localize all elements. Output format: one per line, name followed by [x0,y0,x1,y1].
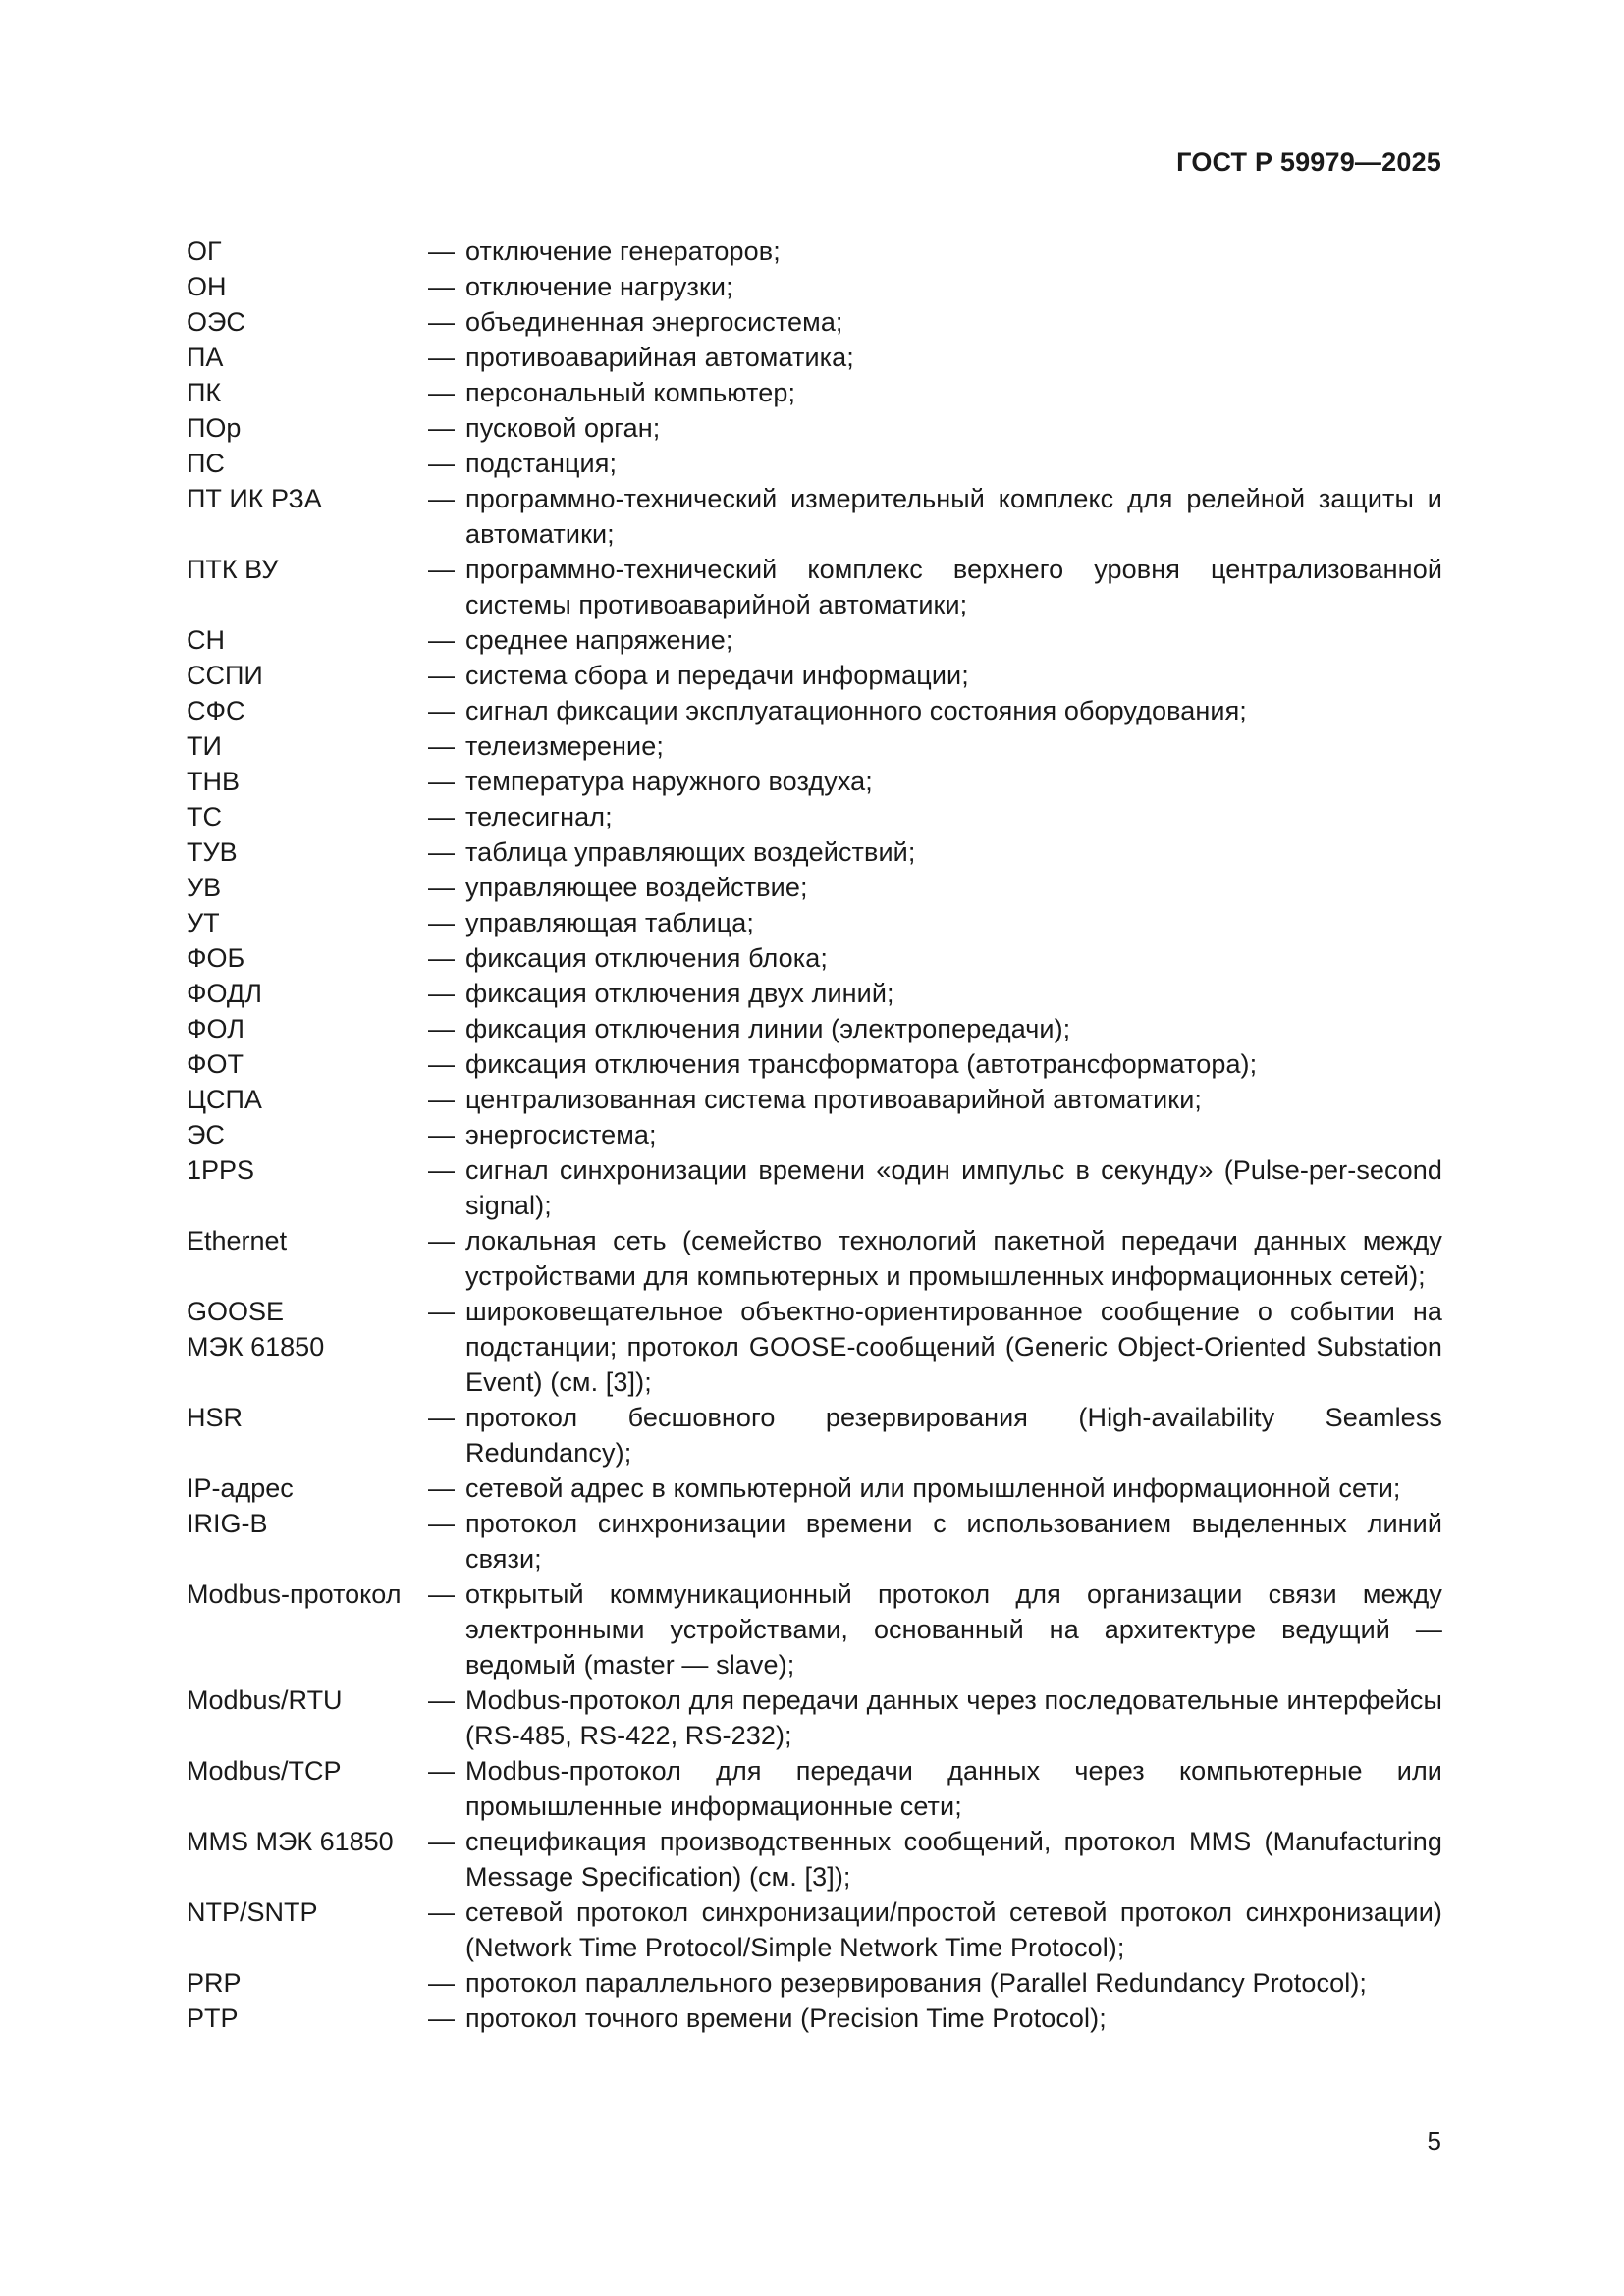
abbreviation-definition: фиксация отключения линии (электропередачи); [465,1014,1071,1043]
abbreviation-term-line: ПС [187,449,225,478]
em-dash-separator: — [428,378,455,407]
abbreviation-term-line: ТУВ [187,837,238,867]
abbreviation-term-line: ТИ [187,731,222,761]
em-dash-separator: — [428,1049,455,1079]
abbreviation-term-line: ФОДЛ [187,979,262,1008]
abbreviation-term [187,340,428,375]
abbreviation-definition: фиксация отключения двух линий; [465,979,894,1008]
em-dash-separator: — [428,908,455,937]
em-dash-separator: — [428,873,455,902]
abbreviation-entry [187,1152,1442,1223]
abbreviation-entry [187,1753,1442,1824]
abbreviation-term [187,1400,428,1470]
abbreviation-entry [187,1294,1442,1400]
abbreviation-term-line: ОН [187,272,227,301]
abbreviation-term [187,658,428,693]
abbreviation-definition: фиксация отключения блока; [465,943,828,973]
em-dash-separator: — [428,1120,455,1149]
abbreviation-term [187,622,428,658]
abbreviation-term-line: МЭК 61850 [187,1332,325,1362]
abbreviation-term-line: Modbus-протокол [187,1579,402,1609]
abbreviation-definition: телесигнал; [465,802,613,831]
abbreviation-term [187,1506,428,1576]
abbreviation-entry [187,728,1442,764]
em-dash-separator: — [428,1509,455,1538]
abbreviation-entry [187,940,1442,976]
abbreviation-term-line: ЦСПА [187,1085,262,1114]
abbreviation-term-line: СФС [187,696,245,725]
em-dash-separator: — [428,1226,455,1255]
abbreviation-entry [187,764,1442,799]
abbreviation-term-line: УВ [187,873,222,902]
abbreviation-term [187,1046,428,1082]
abbreviation-term-line: Modbus/TCP [187,1756,342,1786]
abbreviation-definition: управляющая таблица; [465,908,755,937]
abbreviation-term-line: СН [187,625,225,655]
abbreviation-term [187,1965,428,2001]
abbreviation-entry [187,481,1442,552]
abbreviation-entry [187,1895,1442,1965]
abbreviation-term [187,940,428,976]
abbreviation-definition: система сбора и передачи информации; [465,661,969,690]
em-dash-separator: — [428,307,455,337]
abbreviation-definition: персональный компьютер; [465,378,796,407]
abbreviation-term [187,870,428,905]
abbreviation-term-line: IP-адрес [187,1473,294,1503]
abbreviation-entry [187,976,1442,1011]
abbreviation-term-line: IRIG-B [187,1509,268,1538]
abbreviation-entry [187,552,1442,622]
abbreviation-entry [187,905,1442,940]
abbreviation-term-line: ПТК ВУ [187,555,279,584]
abbreviation-term-line: ЭС [187,1120,225,1149]
abbreviation-term [187,1470,428,1506]
abbreviation-definition: отключение нагрузки; [465,272,733,301]
abbreviation-term [187,375,428,410]
abbreviation-entry [187,1576,1442,1682]
em-dash-separator: — [428,696,455,725]
document-code-header: ГОСТ Р 59979—2025 [1176,147,1441,177]
abbreviation-definition: Modbus-протокол для передачи данных через последовательные интерфейсы (RS-485, RS-422, RS-232); [465,1685,1442,1750]
em-dash-separator: — [428,2003,455,2033]
abbreviation-term [187,1223,428,1294]
abbreviation-term-line: Modbus/RTU [187,1685,343,1715]
abbreviation-entry [187,269,1442,304]
abbreviation-term [187,234,428,269]
abbreviation-term [187,1082,428,1117]
abbreviation-term [187,764,428,799]
abbreviation-definition: широковещательное объектно-ориентированное сообщение о событии на подстанции; протокол GOOSE-сообщений (Generic Object-Oriented Substation Event) (см. [3]); [465,1297,1442,1397]
abbreviation-entry [187,1506,1442,1576]
em-dash-separator: — [428,413,455,443]
abbreviation-term [187,905,428,940]
abbreviation-definition: протокол бесшовного резервирования (High-availability Seamless Redundancy); [465,1403,1442,1468]
abbreviation-term-line: УТ [187,908,220,937]
abbreviation-entry [187,1117,1442,1152]
abbreviation-definition: программно-технический комплекс верхнего уровня централизованной системы противоаварийной автоматики; [465,555,1442,619]
abbreviation-term-line: ПК [187,378,222,407]
abbreviation-term [187,1152,428,1223]
abbreviation-term [187,1824,428,1895]
abbreviation-entry [187,693,1442,728]
abbreviation-definition: сигнал фиксации эксплуатационного состояния оборудования; [465,696,1247,725]
abbreviation-term-line: ОГ [187,237,222,266]
abbreviation-term-line: PRP [187,1968,242,1998]
em-dash-separator: — [428,1155,455,1185]
em-dash-separator: — [428,1014,455,1043]
abbreviation-term-line: Ethernet [187,1226,288,1255]
abbreviation-term-line: ССПИ [187,661,263,690]
abbreviation-term [187,834,428,870]
abbreviation-definition: локальная сеть (семейство технологий пакетной передачи данных между устройствами для компьютерных и промышленных информационных сетей); [465,1226,1442,1291]
abbreviation-definition: сигнал синхронизации времени «один импульс в секунду» (Pulse-per-second signal); [465,1155,1442,1220]
abbreviation-definition: протокол точного времени (Precision Time Protocol); [465,2003,1107,2033]
abbreviation-definition: фиксация отключения трансформатора (автотрансформатора); [465,1049,1258,1079]
abbreviation-entry [187,1400,1442,1470]
abbreviation-term [187,728,428,764]
abbreviation-term-line: ПА [187,343,224,372]
abbreviation-term [187,446,428,481]
abbreviation-term [187,1117,428,1152]
abbreviation-term [187,976,428,1011]
em-dash-separator: — [428,979,455,1008]
abbreviation-definition: централизованная система противоаварийной автоматики; [465,1085,1202,1114]
abbreviation-entry [187,1682,1442,1753]
abbreviation-term-line: ПТ ИК РЗА [187,484,322,513]
abbreviation-entry [187,870,1442,905]
abbreviation-definition: противоаварийная автоматика; [465,343,854,372]
abbreviation-definition: температура наружного воздуха; [465,767,873,796]
abbreviation-entry [187,1046,1442,1082]
abbreviation-definition: энергосистема; [465,1120,657,1149]
abbreviation-term-line: GOOSE [187,1297,285,1326]
abbreviation-entry [187,1965,1442,2001]
abbreviation-entry [187,234,1442,269]
abbreviation-entry [187,1470,1442,1506]
em-dash-separator: — [428,343,455,372]
abbreviation-definition: сетевой протокол синхронизации/простой сетевой протокол синхронизации) (Network Time Protocol/Simple Network Time Protocol); [465,1897,1442,1962]
abbreviation-definition: среднее напряжение; [465,625,733,655]
abbreviation-term [187,2001,428,2036]
abbreviation-definition: Modbus-протокол для передачи данных через компьютерные или промышленные информационные сети; [465,1756,1442,1821]
abbreviation-term [187,410,428,446]
em-dash-separator: — [428,1756,455,1786]
abbreviation-entry [187,1223,1442,1294]
abbreviation-entry [187,1824,1442,1895]
em-dash-separator: — [428,802,455,831]
abbreviation-term [187,693,428,728]
abbreviation-term-line: ФОТ [187,1049,244,1079]
abbreviation-term [187,481,428,552]
abbreviation-term [187,304,428,340]
abbreviation-definition: сетевой адрес в компьютерной или промышленной информационной сети; [465,1473,1401,1503]
abbreviation-term-line: ФОБ [187,943,245,973]
abbreviation-term-line: MMS МЭК 61850 [187,1827,394,1856]
em-dash-separator: — [428,1473,455,1503]
abbreviation-term-line: ФОЛ [187,1014,244,1043]
abbreviation-entry [187,446,1442,481]
page-number: 5 [1427,2126,1441,2156]
abbreviation-entry [187,1082,1442,1117]
abbreviation-term [187,1011,428,1046]
abbreviation-term-line: ПОр [187,413,242,443]
abbreviation-term-line: NTP/SNTP [187,1897,318,1927]
em-dash-separator: — [428,484,455,513]
abbreviation-definition: телеизмерение; [465,731,664,761]
abbreviation-definition: открытый коммуникационный протокол для организации связи между электронными устройствами, основанный на архитектуре ведущий — ведомый (master — slave); [465,1579,1442,1680]
em-dash-separator: — [428,1297,455,1326]
abbreviation-entry [187,410,1442,446]
abbreviation-entry [187,834,1442,870]
abbreviation-definition: спецификация производственных сообщений, протокол MMS (Manufacturing Message Specification) (см. [3]); [465,1827,1442,1892]
em-dash-separator: — [428,661,455,690]
em-dash-separator: — [428,731,455,761]
em-dash-separator: — [428,1968,455,1998]
abbreviation-entry [187,622,1442,658]
abbreviations-list [187,234,1442,2036]
abbreviation-definition: пусковой орган; [465,413,661,443]
abbreviation-entry [187,799,1442,834]
abbreviation-definition: программно-технический измерительный комплекс для релейной защиты и автоматики; [465,484,1442,549]
abbreviation-definition: протокол синхронизации времени с использованием выделенных линий связи; [465,1509,1442,1574]
abbreviation-definition: объединенная энергосистема; [465,307,843,337]
abbreviation-term [187,1294,428,1400]
em-dash-separator: — [428,449,455,478]
em-dash-separator: — [428,767,455,796]
abbreviation-term-line: ТНВ [187,767,240,796]
abbreviation-term [187,1682,428,1753]
abbreviation-term-line: PTP [187,2003,239,2033]
abbreviation-term [187,1576,428,1682]
em-dash-separator: — [428,625,455,655]
abbreviation-definition: подстанция; [465,449,618,478]
em-dash-separator: — [428,555,455,584]
em-dash-separator: — [428,1827,455,1856]
abbreviation-term [187,1895,428,1965]
abbreviation-term [187,799,428,834]
em-dash-separator: — [428,237,455,266]
abbreviation-term-line: HSR [187,1403,244,1432]
abbreviation-entry [187,304,1442,340]
abbreviation-definition: управляющее воздействие; [465,873,808,902]
em-dash-separator: — [428,1579,455,1609]
em-dash-separator: — [428,272,455,301]
abbreviation-entry [187,658,1442,693]
abbreviation-term-line: 1PPS [187,1155,255,1185]
abbreviation-definition: протокол параллельного резервирования (Parallel Redundancy Protocol); [465,1968,1368,1998]
em-dash-separator: — [428,1085,455,1114]
em-dash-separator: — [428,1685,455,1715]
em-dash-separator: — [428,1403,455,1432]
abbreviation-entry [187,2001,1442,2036]
abbreviation-definition: отключение генераторов; [465,237,781,266]
abbreviation-term [187,552,428,622]
abbreviation-entry [187,340,1442,375]
em-dash-separator: — [428,837,455,867]
abbreviation-term-line: ТС [187,802,222,831]
em-dash-separator: — [428,943,455,973]
abbreviation-term [187,1753,428,1824]
abbreviation-definition: таблица управляющих воздействий; [465,837,916,867]
abbreviation-entry [187,1011,1442,1046]
abbreviation-term [187,269,428,304]
em-dash-separator: — [428,1897,455,1927]
abbreviation-term-line: ОЭС [187,307,245,337]
abbreviation-entry [187,375,1442,410]
